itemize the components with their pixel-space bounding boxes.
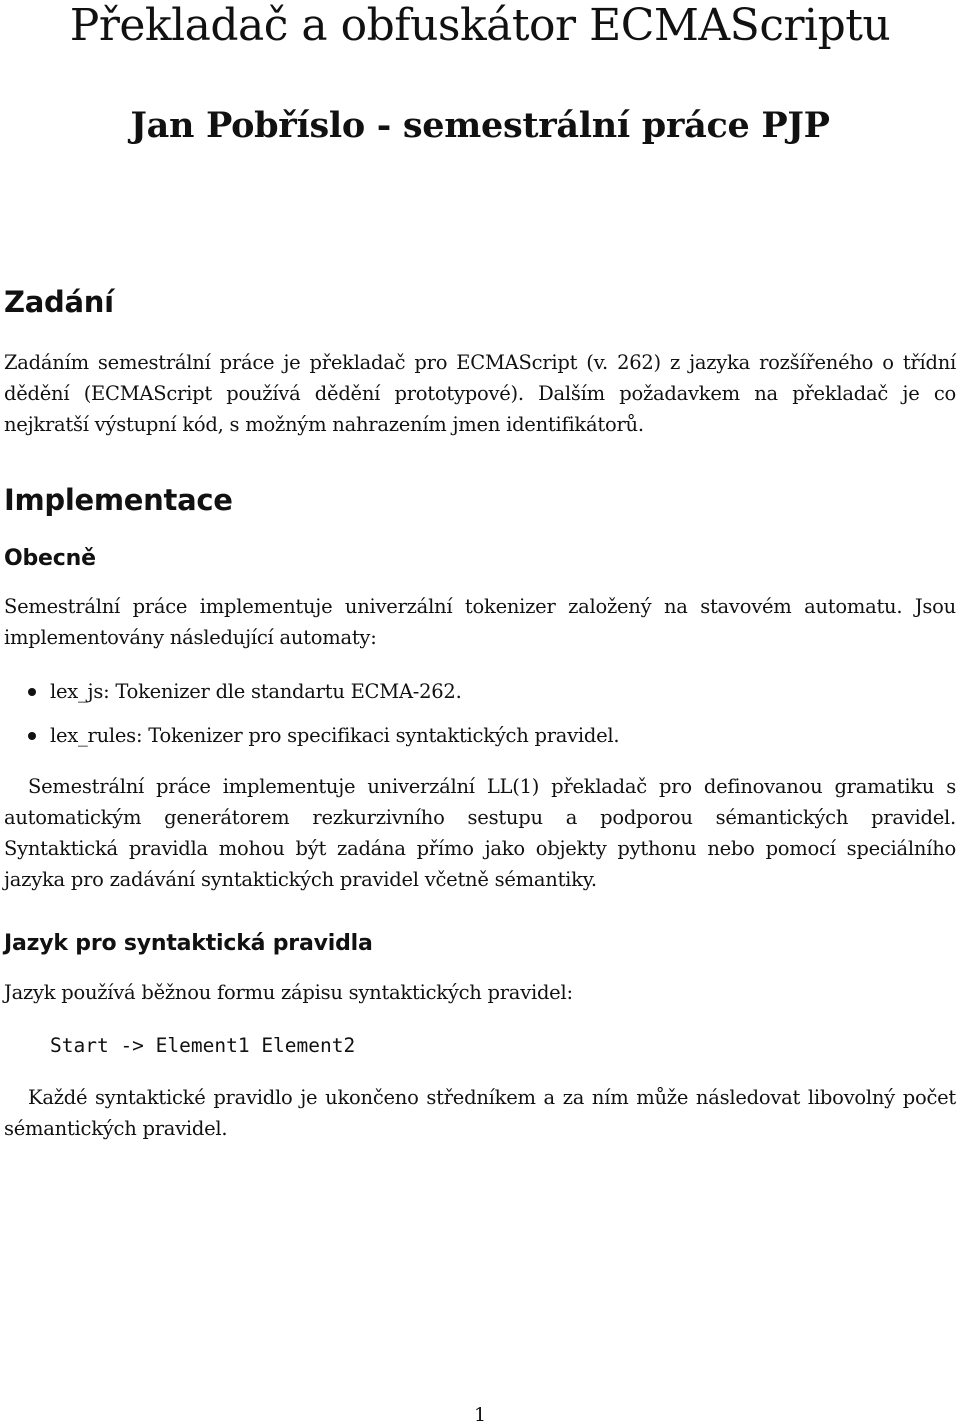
paragraph-zadani: Zadáním semestrální práce je překladač pro ECMAScript (v. 262) z jazyka rozšířeného o třídní dědění (ECMAScript používá dědění prototypové). Dalším požadavkem na překladač je co nejkratší výstupní kód, s možným nahrazením jmen identifikátorů.: [4, 351, 956, 436]
page-number: 1: [473, 1404, 487, 1426]
bullet-icon: [28, 732, 36, 740]
paragraph-obecne-intro: Semestrální práce implementuje univerzální tokenizer založený na stavovém automatu. Jsou implementovány následující automaty:: [4, 595, 956, 649]
code-example: Start -> Element1 Element2: [50, 1034, 356, 1057]
list-item: [4, 676, 619, 720]
document-title: Překladač a obfuskátor ECMAScriptu: [69, 0, 891, 51]
bullet-icon: [28, 688, 36, 696]
list-item: [4, 720, 619, 764]
list-item-text: lex_rules: Tokenizer pro specifikaci syntaktických pravidel.: [50, 724, 620, 747]
section-heading-zadani: Zadání: [4, 285, 114, 319]
list-item-text: lex_js: Tokenizer dle standartu ECMA-262.: [50, 680, 462, 703]
automata-list: [4, 676, 619, 764]
subsection-heading-jazyk: Jazyk pro syntaktická pravidla: [4, 931, 373, 956]
document-subtitle: Jan Pobříslo - semestrální práce PJP: [130, 105, 830, 146]
section-heading-implementace: Implementace: [4, 483, 233, 517]
subsection-heading-obecne: Obecně: [4, 546, 96, 571]
paragraph-jazyk-rules: Každé syntaktické pravidlo je ukončeno středníkem a za ním může následovat libovolný počet sémantických pravidel.: [4, 1086, 956, 1140]
paragraph-obecne-parser: Semestrální práce implementuje univerzální LL(1) překladač pro definovanou gramatiku s automatickým generátorem rezkurzivního sestupu a podporou sémantických pravidel. Syntaktická pravidla mohou být zadána přímo jako objekty pythonu nebo pomocí speciálního jazyka pro zadávání syntaktických pravidel včetně sémantiky.: [4, 775, 956, 891]
paragraph-jazyk-intro: Jazyk používá běžnou formu zápisu syntaktických pravidel:: [4, 981, 573, 1004]
